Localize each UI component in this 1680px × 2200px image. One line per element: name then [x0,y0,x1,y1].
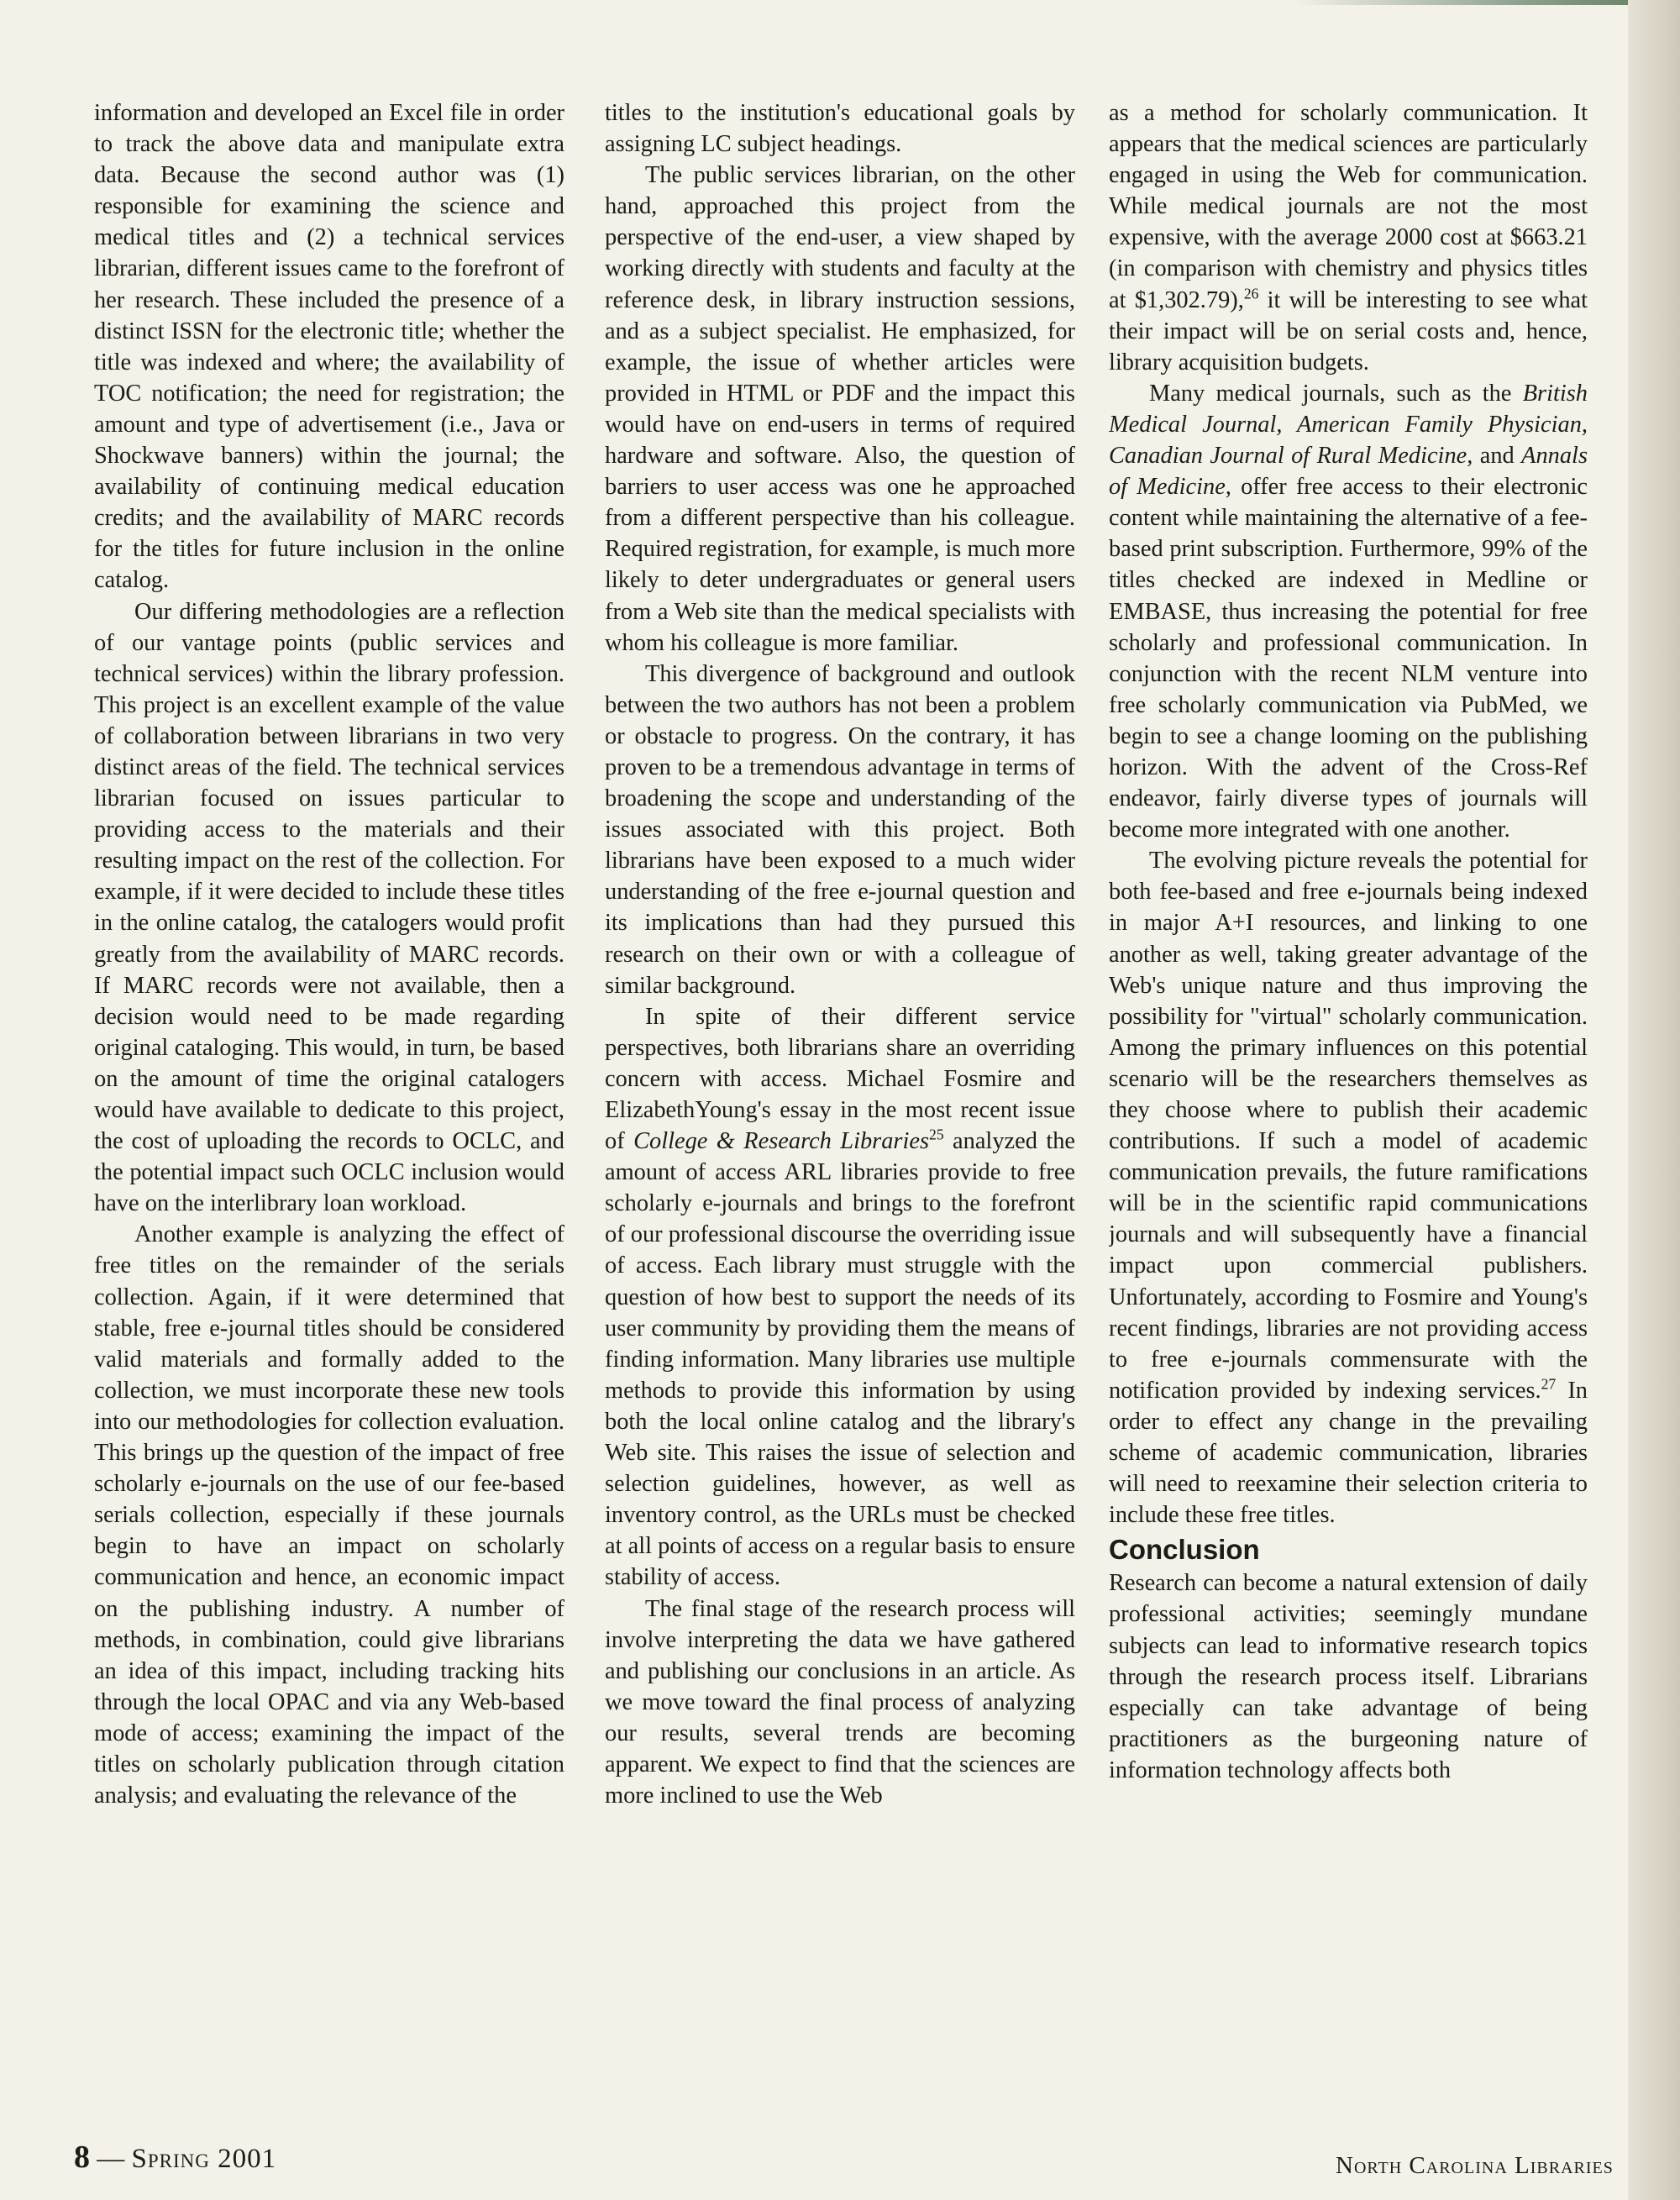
paragraph-text: and [1473,443,1522,470]
paragraph: Our differing methodologies are a reflection of our vantage points (public services and technical services) within the library profession. This project is an excellent example of the value of collaboration between librarians in two very distinct areas of the field. The technical services librarian focused on issues particular to providing access to the materials and their resulting impact on the rest of the collection. For example, if it were decided to include these titles in the online catalog, the catalogers would profit greatly from the availability of MARC records. If MARC records were not available, then a decision would need to be made regarding original cataloging. This would, in turn, be based on the amount of time the original catalogers would have available to dedicate to this project, the cost of uploading the records to OCLC, and the potential impact such OCLC inclusion would have on the interlibrary loan workload. [94,598,564,1217]
paragraph [605,1001,1075,1594]
paragraph: The public services librarian, on the other hand, approached this project from the perspective of the end-user, a view shaped by working directly with students and faculty at the reference desk, in library instruction sessions, and as a subject specialist. He emphasized, for example, the issue of whether articles were provided in HTML or PDF and the impact this would have on end-users in terms of required hardware and software. Also, the question of barriers to user access was one he approached from a different perspective than his colleague. Required registration, for example, is much more likely to deter undergraduates or general users from a Web site than the medical specialists with whom his colleague is more familiar. [605,162,1075,656]
paragraph-text: In spite of their different service perspectives, both librarians share an overriding concern with access. Michael Fosmire and ElizabethYoung's essay in the most recent issue of [605,1003,1075,1155]
paragraph: Research can become a natural extension of daily professional activities; seemingly mundane subjects can lead to informative research topics through the research process itself. Librarians especially can take advantage of being practitioners as the burgeoning nature of information technology affects both [1109,1570,1588,1783]
text-column-3 [1109,97,1588,2105]
paragraph: The final stage of the research process will involve interpreting the data we have gathered and publishing our conclusions in an article. As we move toward the final process of analyzing our results, several trends are becoming apparent. We expect to find that the sciences are more inclined to use the Web [605,1595,1075,1809]
text-column-2 [605,97,1075,2105]
issue-date: Spring 2001 [131,2144,277,2174]
paragraph-text: as a method for scholarly communication. It appears that the medical sciences are particularly engaged in using the Web for communication. While medical journals are not the most expensive, with the average 2000 cost at $663.21 (in comparison with chemistry and physics titles at $1,302.79), [1109,100,1588,313]
footnote-reference: 26 [1243,285,1259,302]
section-heading: Conclusion [1109,1534,1260,1566]
journal-title: College & Research Libraries [633,1128,930,1155]
paragraph [1109,378,1588,845]
paragraph [1109,845,1588,1531]
footnote-reference: 25 [929,1126,944,1143]
paragraph-text: analyzed the amount of access ARL libraries provide to free scholarly e-journals and brings to the forefront of our professional discourse the overriding issue of access. Each library must struggle with the question of how best to support the needs of its user community by providing them the means of finding information. Many libraries use multiple methods to provide this information by using both the local online catalog and the library's Web site. This raises the issue of selection and selection guidelines, however, as well as inventory control, as the URLs must be checked at all points of access on a regular basis to ensure stability of access. [605,1128,1075,1591]
page-footer-left [74,2140,276,2176]
paragraph [1109,97,1588,378]
paragraph-text: it will be interesting to see what their impact will be on serial costs and, hence, library acquisition budgets. [1109,286,1588,375]
footer-dash: — [97,2144,125,2174]
paragraph-text: In order to effect any change in the prevailing scheme of academic communication, libraries will need to reexamine their selection criteria to include these free titles. [1109,1377,1588,1529]
paragraph: information and developed an Excel file in order to track the above data and manipulate extra data. Because the second author was (1) responsible for examining the science and medical titles and (2) a technical services librarian, different issues came to the forefront of her research. These included the presence of a distinct ISSN for the electronic title; whether the title was indexed and where; the availability of TOC notification; the need for registration; the amount and type of advertisement (i.e., Java or Shockwave banners) within the journal; the availability of continuing medical education credits; and the availability of MARC records for the titles for future inclusion in the online catalog. [94,100,564,594]
paragraph: titles to the institution's educational goals by assigning LC subject headings. [605,100,1075,158]
journal-title: Annals of Medicine [1109,443,1588,501]
page-edge-top [1294,0,1680,5]
paragraph-text: , offer free access to their electronic content while maintaining the alternative of a fee-based print subscription. Furthermore, 99% of the titles checked are indexed in Medline or EMBASE, thus increasing the potential for free scholarly and professional communication. In conjunction with the recent NLM venture into free scholarly communication via PubMed, we begin to see a change looming on the publishing horizon. With the advent of the Cross-Ref endeavor, fairly diverse types of journals will become more integrated with one another. [1109,474,1588,843]
paragraph-text: Many medical journals, such as the [1149,380,1523,407]
paragraph-text: The evolving picture reveals the potential for both fee-based and free e-journals being indexed in major A+I resources, and linking to one another as well, taking greater advantage of the Web's unique nature and thus improving the possibility for "virtual" scholarly communication. Among the primary influences on this potential scenario will be the researchers themselves as they choose where to publish their academic contributions. If such a model of academic communication prevails, the future ramifications will be in the scientific rapid communications journals and will subsequently have a financial impact upon commercial publishers. Unfortunately, according to Fosmire and Young's recent findings, libraries are not providing access to free e-journals commensurate with the notification provided by indexing services. [1109,848,1588,1404]
text-column-1 [94,97,564,2105]
page-edge-right [1628,0,1680,2200]
page-number: 8 [74,2140,90,2175]
paragraph: This divergence of background and outlook between the two authors has not been a problem or obstacle to progress. On the contrary, it has proven to be a tremendous advantage in terms of broadening the scope and understanding of the issues associated with this project. Both librarians have been exposed to a much wider understanding of the free e-journal question and its implications than had they pursued this research on their own or with a colleague of similar background. [605,660,1075,999]
journal-name: North Carolina Libraries [1336,2152,1614,2179]
footnote-reference: 27 [1541,1375,1557,1393]
journal-titles: British Medical Journal, American Family Physician, Canadian Journal of Rural Medicine, [1109,380,1588,470]
paragraph: Another example is analyzing the effect of free titles on the remainder of the serials collection. Again, if it were determined that stable, free e-journal titles should be considered valid materials and formally added to the collection, we must incorporate these new tools into our methodologies for collection evaluation. This brings up the question of the impact of free scholarly e-journals on the use of our fee-based serials collection, especially if these journals begin to have an impact on scholarly communication and hence, an economic impact on the publishing industry. A number of methods, in combination, could give librarians an idea of this impact, including tracking hits through the local OPAC and via any Web-based mode of access; examining the impact of the titles on scholarly publication through citation analysis; and evaluating the relevance of the [94,1221,564,1809]
